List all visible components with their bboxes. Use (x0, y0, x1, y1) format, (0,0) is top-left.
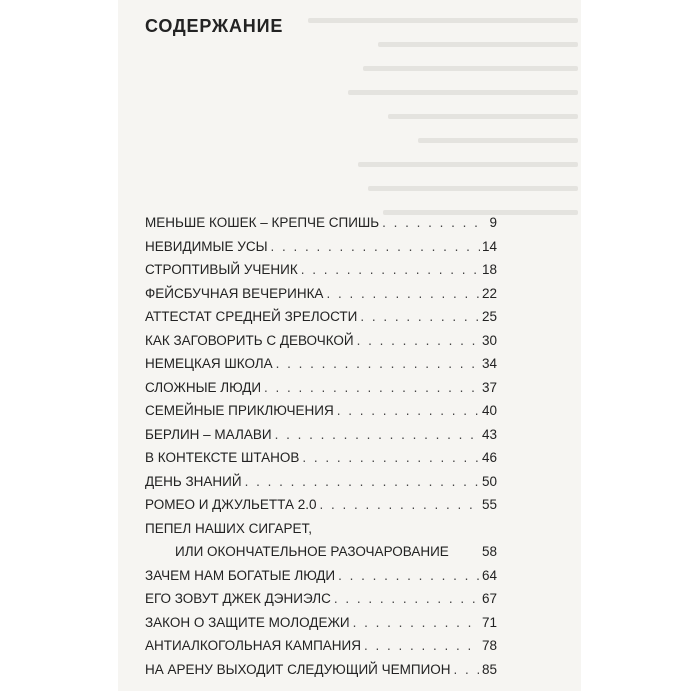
toc-entry-title: ЕГО ЗОВУТ ДЖЕК ДЭНИЭЛС (145, 591, 331, 606)
toc-entry-title: СЕМЕЙНЫЕ ПРИКЛЮЧЕНИЯ (145, 403, 334, 418)
toc-entry-title: АНТИАЛКОГОЛЬНАЯ КАМПАНИЯ (145, 638, 361, 653)
dot-leader (276, 352, 480, 376)
toc-entry-17[interactable] (145, 611, 497, 635)
toc-entry-page: 46 (481, 450, 497, 465)
toc-entry-15[interactable] (145, 564, 497, 588)
toc-entry-5[interactable] (145, 305, 497, 329)
toc-entry-1[interactable] (145, 211, 497, 235)
toc-entry-page: 67 (481, 591, 497, 606)
dot-leader (264, 376, 480, 400)
toc-entry-2[interactable] (145, 235, 497, 259)
toc-entry-title: БЕРЛИН – МАЛАВИ (145, 426, 272, 442)
toc-entry-title: РОМЕО И ДЖУЛЬЕТТА 2.0 (145, 497, 317, 512)
toc-entry-page: 85 (481, 661, 497, 677)
toc-entry-title: ПЕПЕЛ НАШИХ СИГАРЕТ, (145, 520, 312, 536)
toc-entry-page: 58 (481, 544, 497, 559)
toc-entry-title: КАК ЗАГОВОРИТЬ С ДЕВОЧКОЙ (145, 332, 354, 348)
toc-entry-4[interactable] (145, 282, 497, 306)
dot-leader (334, 587, 480, 611)
toc-entry-13[interactable] (145, 493, 497, 517)
contents-heading: СОДЕРЖАНИЕ (145, 16, 284, 36)
dot-leader (245, 470, 480, 494)
toc-entry-title: СТРОПТИВЫЙ УЧЕНИК (145, 262, 298, 277)
toc-entry-7[interactable] (145, 352, 497, 376)
toc-entry-title: ДЕНЬ ЗНАНИЙ (145, 473, 242, 489)
toc-entry-6[interactable] (145, 329, 497, 353)
toc-entry-12[interactable] (145, 470, 497, 494)
toc-entry-title: НА АРЕНУ ВЫХОДИТ СЛЕДУЮЩИЙ ЧЕМПИОН (145, 661, 451, 677)
table-of-contents (145, 211, 497, 681)
dot-leader (337, 399, 480, 423)
toc-entry-title: МЕНЬШЕ КОШЕК – КРЕПЧЕ СПИШЬ (145, 215, 380, 230)
toc-entry-subtitle: ИЛИ ОКОНЧАТЕЛЬНОЕ РАЗОЧАРОВАНИЕ (175, 544, 449, 559)
toc-entry-page: 18 (481, 262, 497, 277)
dot-leader (302, 446, 480, 470)
toc-entry-10[interactable] (145, 423, 497, 447)
toc-entry-11[interactable] (145, 446, 497, 470)
toc-entry-9[interactable] (145, 399, 497, 423)
dot-leader (353, 611, 480, 635)
toc-entry-3[interactable] (145, 258, 497, 282)
dot-leader (271, 235, 480, 259)
toc-entry-page: 64 (481, 567, 497, 583)
toc-entry-page: 25 (481, 309, 497, 324)
toc-entry-page: 22 (481, 285, 497, 301)
toc-entry-page: 55 (481, 497, 497, 512)
toc-entry-title: ЗАКОН О ЗАЩИТЕ МОЛОДЕЖИ (145, 614, 350, 630)
toc-entry-title: СЛОЖНЫЕ ЛЮДИ (145, 379, 262, 395)
toc-entry-page: 43 (481, 426, 497, 442)
dot-leader (360, 305, 480, 329)
toc-entry-14[interactable] (145, 517, 497, 564)
toc-entry-page: 14 (481, 238, 497, 254)
toc-entry-18[interactable] (145, 634, 497, 658)
dot-leader (454, 658, 480, 682)
toc-entry-page: 9 (489, 215, 497, 230)
toc-entry-title: НЕВИДИМЫЕ УСЫ (145, 238, 268, 254)
dot-leader (320, 493, 480, 517)
toc-entry-page: 37 (481, 379, 497, 395)
toc-entry-title: ЗАЧЕМ НАМ БОГАТЫЕ ЛЮДИ (145, 567, 336, 583)
dot-leader (301, 258, 480, 282)
dot-leader (382, 211, 481, 235)
toc-entry-title: НЕМЕЦКАЯ ШКОЛА (145, 356, 273, 371)
toc-entry-continuation (145, 540, 497, 564)
dot-leader (357, 329, 480, 353)
toc-entry-16[interactable] (145, 587, 497, 611)
dot-leader (275, 423, 480, 447)
toc-entry-page: 71 (481, 614, 497, 630)
toc-entry-page: 40 (481, 403, 497, 418)
toc-entry-8[interactable] (145, 376, 497, 400)
toc-entry-title: В КОНТЕКСТЕ ШТАНОВ (145, 450, 300, 465)
dot-leader (364, 634, 480, 658)
toc-entry-page: 30 (481, 332, 497, 348)
toc-entry-page: 78 (481, 638, 497, 653)
dot-leader (326, 282, 480, 306)
toc-entry-page: 34 (481, 356, 497, 371)
toc-entry-19[interactable] (145, 658, 497, 682)
toc-entry-title: АТТЕСТАТ СРЕДНЕЙ ЗРЕЛОСТИ (145, 309, 358, 324)
dot-leader (338, 564, 480, 588)
toc-entry-title: ФЕЙСБУЧНАЯ ВЕЧЕРИНКА (145, 285, 324, 301)
toc-entry-page: 50 (481, 473, 497, 489)
